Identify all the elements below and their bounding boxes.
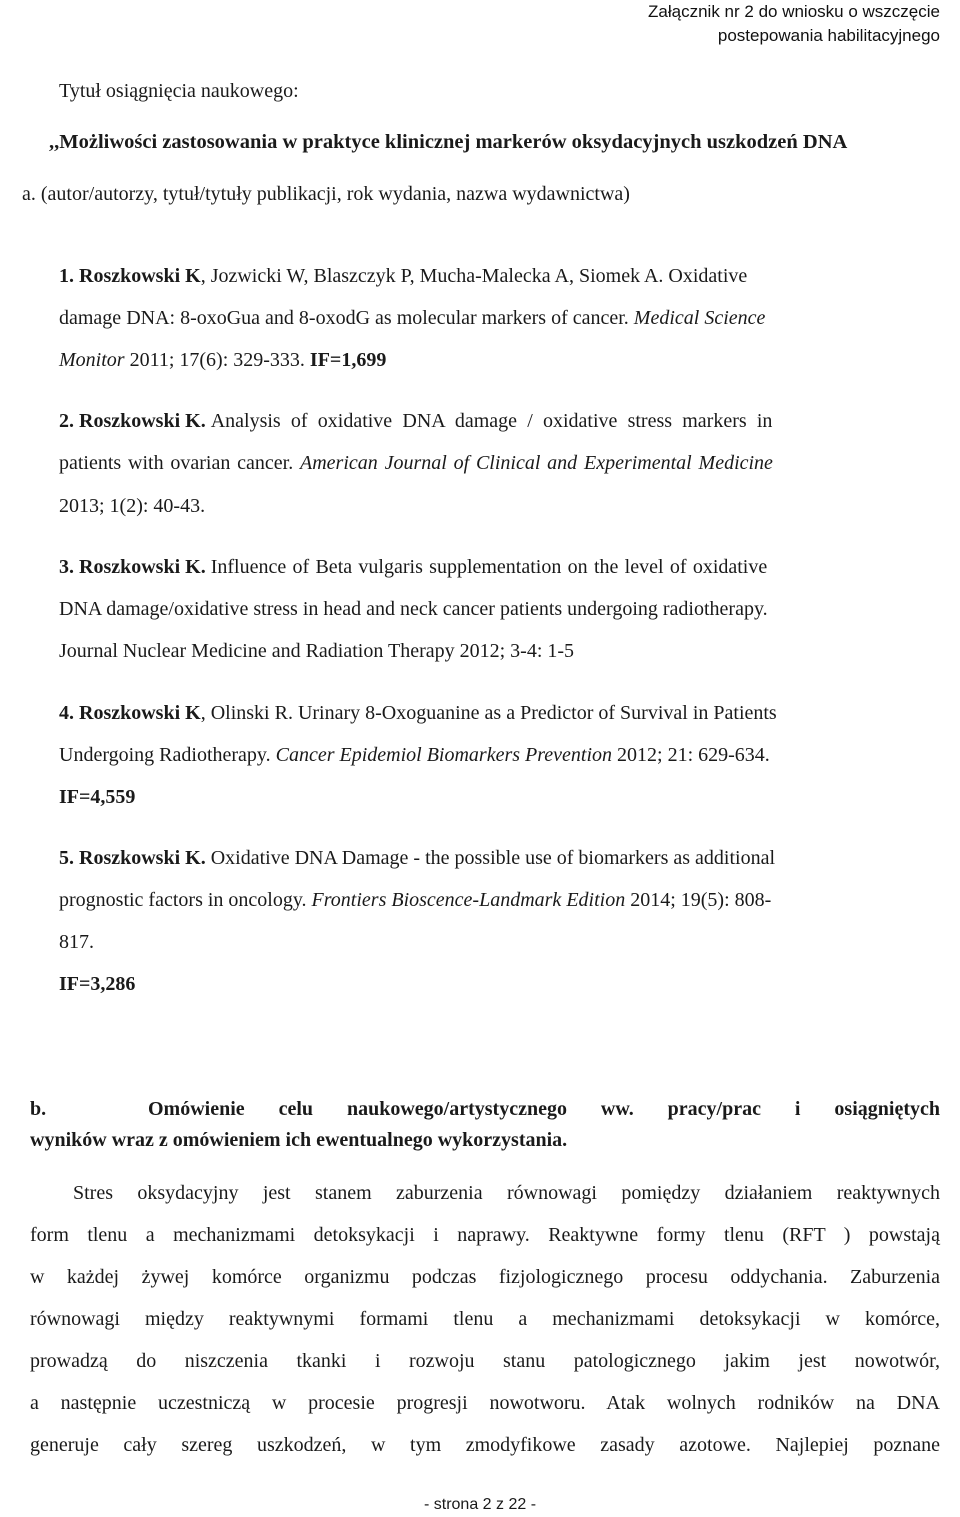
publication-4-line-1-rest: , Olinski R. Urinary 8-Oxoguanine as a Predictor of Survival in Patients: [200, 702, 777, 724]
publication-2-title-end: patients with ovarian cancer.: [59, 452, 294, 474]
publication-1-impact-factor: IF=1,699: [309, 349, 387, 371]
publication-5-line-3: 817.: [59, 931, 94, 953]
publication-1-journal-b: Monitor: [59, 349, 125, 371]
publication-5-title-end: prognostic factors in oncology.: [59, 889, 307, 911]
section-a-heading: a. (autor/autorzy, tytuł/tytuły publikacji, rok wydania, nazwa wydawnictwa): [22, 183, 630, 205]
body-line-5: prowadzą do niszczenia tkanki i rozwoju stanu patologicznego jakim jest nowotwór,: [30, 1350, 940, 1372]
publication-2-number: 2.: [59, 410, 74, 432]
page-header: [648, 0, 940, 48]
publication-2-line-3: 2013; 1(2): 40-43.: [59, 495, 206, 517]
publication-1-number: 1.: [59, 265, 74, 287]
publication-2-line-1: [59, 408, 772, 434]
publication-2-line-2: [59, 450, 773, 476]
publication-1-journal-a: Medical Science: [633, 307, 766, 329]
header-line-2: postepowania habilitacyjnego: [717, 26, 940, 45]
publication-3-author: Roszkowski K.: [79, 556, 206, 578]
publication-5-details: 2014; 19(5): 808-: [625, 889, 772, 911]
page-footer: - strona 2 z 22 -: [423, 1496, 537, 1513]
publication-4-details: 2012; 21: 629-634.: [612, 744, 770, 766]
publication-3-number: 3.: [59, 556, 74, 578]
publication-3-line-1-rest: Influence of Beta vulgaris supplementation on the level of oxidative: [210, 556, 768, 578]
body-line-6: a następnie uczestniczą w procesie progresji nowotworu. Atak wolnych rodników na DNA: [30, 1392, 940, 1414]
title-text: ,,Możliwości zastosowania w praktyce klinicznej markerów oksydacyjnych uszkodzeń DNA: [49, 131, 848, 153]
title-label: Tytuł osiągnięcia naukowego:: [59, 80, 299, 102]
body-line-7: generuje cały szereg uszkodzeń, w tym zmodyfikowe zasady azotowe. Najlepiej poznane: [30, 1434, 940, 1456]
section-b-heading-line-2: wyników wraz z omówieniem ich ewentualnego wykorzystania.: [30, 1129, 568, 1151]
publication-4-line-2: [59, 742, 770, 768]
publication-5-line-2: [59, 887, 771, 913]
publication-4-line-1: [59, 700, 777, 726]
publication-3-line-3: Journal Nuclear Medicine and Radiation Therapy 2012; 3-4: 1-5: [59, 640, 575, 662]
publication-5-journal: Frontiers Bioscence-Landmark Edition: [311, 889, 626, 911]
publication-4-title-end: Undergoing Radiotherapy.: [59, 744, 271, 766]
publication-3-line-2: DNA damage/oxidative stress in head and neck cancer patients undergoing radiotherapy.: [59, 598, 768, 620]
publication-3-line-1: [59, 554, 767, 580]
publication-1-details: 2011; 17(6): 329-333.: [124, 349, 305, 371]
publication-5-line-1: [59, 845, 775, 871]
publication-4-author: Roszkowski K: [79, 702, 201, 724]
section-b-heading-line-1: b. Omówienie celu naukowego/artystycznego ww. pracy/prac i osiągniętych: [30, 1098, 940, 1120]
publication-1-author: Roszkowski K: [79, 265, 201, 287]
publication-1-line-1: [59, 263, 747, 289]
publication-1-line-3: [59, 347, 386, 373]
publication-5-author: Roszkowski K.: [79, 847, 206, 869]
body-line-2: form tlenu a mechanizmami detoksykacji i naprawy. Reaktywne formy tlenu (RFT ) powstają: [30, 1224, 940, 1246]
header-line-1: Załącznik nr 2 do wniosku o wszczęcie: [648, 2, 940, 21]
publication-1-line-1-rest: , Jozwicki W, Blaszczyk P, Mucha-Malecka A, Siomek A. Oxidative: [200, 265, 748, 287]
publication-5-number: 5.: [59, 847, 74, 869]
publication-2-journal: American Journal of Clinical and Experimental Medicine: [300, 452, 773, 474]
publication-5-impact-factor: IF=3,286: [59, 973, 136, 995]
body-line-1: Stres oksydacyjny jest stanem zaburzenia równowagi pomiędzy działaniem reaktywnych: [73, 1182, 940, 1204]
publication-4-impact-factor: IF=4,559: [59, 786, 136, 808]
publication-4-journal: Cancer Epidemiol Biomarkers Prevention: [275, 744, 613, 766]
publication-5-line-1-rest: Oxidative DNA Damage - the possible use of biomarkers as additional: [210, 847, 776, 869]
publication-2-author: Roszkowski K.: [79, 410, 206, 432]
publication-2-line-1-rest: Analysis of oxidative DNA damage / oxidative stress markers in: [210, 410, 773, 432]
publication-4-number: 4.: [59, 702, 74, 724]
publication-1-line-2: [59, 305, 765, 331]
publication-1-title-end: damage DNA: 8-oxoGua and 8-oxodG as molecular markers of cancer.: [59, 307, 629, 329]
body-line-3: w każdej żywej komórce organizmu podczas fizjologicznego procesu oddychania. Zaburzenia: [30, 1266, 940, 1288]
body-line-4: równowagi między reaktywnymi formami tlenu a mechanizmami detoksykacji w komórce,: [30, 1308, 940, 1330]
